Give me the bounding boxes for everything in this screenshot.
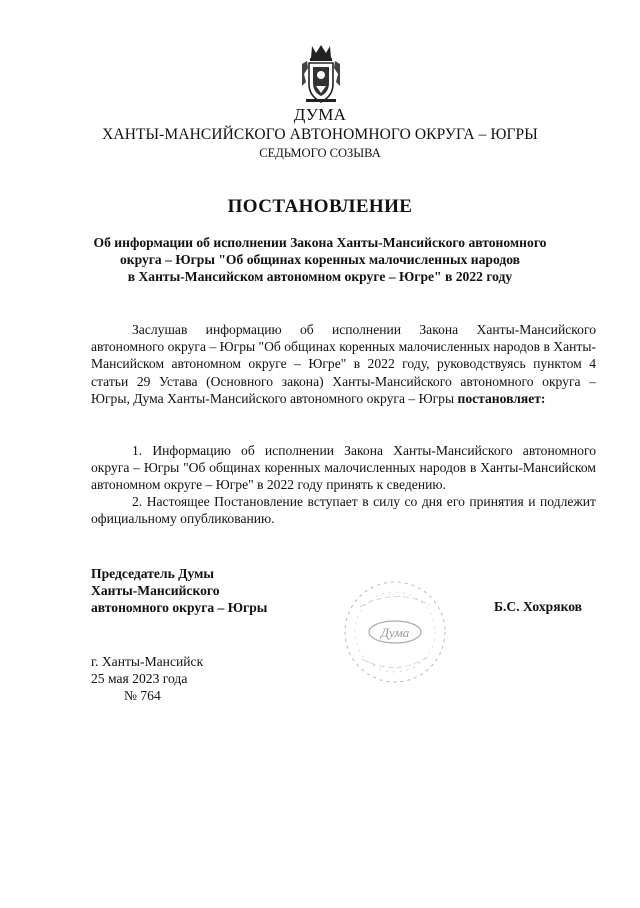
subject-line: Об информации об исполнении Закона Ханты-Мансийского автономного <box>93 235 547 250</box>
coat-of-arms-emblem <box>300 44 342 106</box>
adoption-date: 25 мая 2023 года <box>91 671 188 687</box>
resolution-item-1: 1. Информацию об исполнении Закона Ханты-Мансийского автономного округа – Югры "Об общинах коренных малочисленных народов в Ханты-Мансийском автономном округе – Югре" в 2022 году принять к сведению. <box>91 443 596 493</box>
signatory-title-line: автономного округа – Югры <box>91 600 268 616</box>
document-subject <box>80 234 560 285</box>
document-type-title: ПОСТАНОВЛЕНИЕ <box>227 196 413 217</box>
preamble-text: Заслушав информацию об исполнении Закона Ханты-Мансийского автономного округа – Югры "Об общинах коренных малочисленных народов в Ханты-Мансийском автономном округе – Югре" в 2022 году, руководствуясь пунктом 4 статьи 29 Устава (Основного закона) Ханты-Мансийского автономного округа – Югры, Дума Ханты-Мансийского автономного округа – Югры <box>91 322 596 406</box>
resolves-keyword: постановляет: <box>457 390 546 406</box>
place-date-number <box>91 653 203 705</box>
signatory-title-line: Председатель Думы <box>91 566 215 581</box>
document-number: № 764 <box>124 688 161 704</box>
organization-name: ДУМА <box>293 105 347 124</box>
subject-line: округа – Югры "Об общинах коренных малочисленных народов <box>119 252 521 267</box>
region-name: ХАНТЫ-МАНСИЙСКОГО АВТОНОМНОГО ОКРУГА – ЮГРЫ <box>102 126 538 143</box>
official-stamp <box>340 577 450 687</box>
subject-line: в Ханты-Мансийском автономном округе – Югре" в 2022 году <box>127 269 513 284</box>
signatory-title-line: Ханты-Мансийского <box>91 583 220 599</box>
signatory-title <box>91 565 267 617</box>
resolution-item-2: 2. Настоящее Постановление вступает в силу со дня его принятия и подлежит официальному опубликованию. <box>91 494 596 527</box>
stamp-text: Дума <box>380 625 410 640</box>
preamble-paragraph <box>91 321 596 407</box>
signatory-name: Б.С. Хохряков <box>494 599 583 614</box>
convocation: СЕДЬМОГО СОЗЫВА <box>259 146 381 160</box>
place-of-adoption: г. Ханты-Мансийск <box>91 654 204 669</box>
